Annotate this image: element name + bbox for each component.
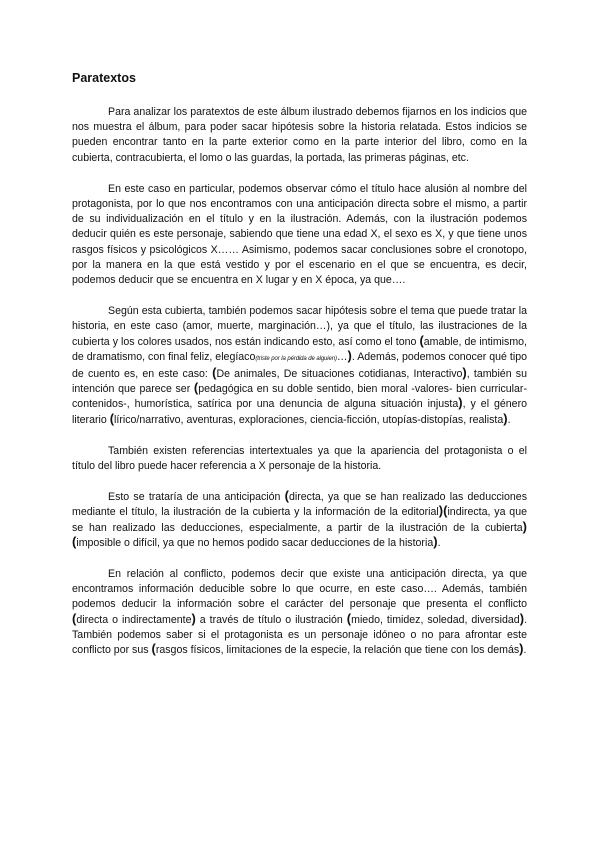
p5-text-e: . xyxy=(437,536,441,549)
paragraph-3 xyxy=(72,304,527,428)
paren-open: ( xyxy=(109,410,115,426)
paren-close: ) xyxy=(519,641,524,657)
p3-text-e: De animales, De situaciones cotidianas, Interactivo xyxy=(216,368,463,381)
paren-open: ( xyxy=(72,533,77,549)
p3-text-c: … xyxy=(336,350,348,363)
paren-open: ( xyxy=(443,503,448,519)
paragraph-1: Para analizar los paratextos de este álbum ilustrado debemos fijarnos en los indicios que nos muestra el álbum, para poder sacar hipótesis sobre la historia relatada. Estos indicios se pueden encontrar tanto en la parte exterior como en la parte interior del libro, como en la cubierta, contracubierta, el lomo o las guardas, la portada, las primeras páginas, etc. xyxy=(72,106,527,164)
p3-text-h: , y el género literario xyxy=(72,398,527,426)
p6-text-f: rasgos físicos, limitaciones de la especie, la relación que tiene con los demás xyxy=(155,644,520,657)
p3-text-a: Según esta cubierta, también podemos sacar hipótesis sobre el tema que puede tratar la historia, en este caso (amor, muerte, marginación…), ya que el título, las ilustraciones de la cubierta y los colores usados, nos están indicando esto, así como el tono xyxy=(72,305,527,348)
p6-text-g: . xyxy=(523,644,527,657)
p3-text-d: . Además, podemos conocer qué tipo de cuento es, en este caso: xyxy=(72,350,527,381)
p5-text-a: Esto se trataría de una anticipación xyxy=(108,491,285,504)
p3-text-j: . xyxy=(507,413,511,426)
p5-text-b: directa, ya que se han realizado las deducciones mediante el título, la ilustración de la cubierta y la información de la editorial xyxy=(72,491,527,519)
p3-text-b: amable, de intimismo, de dramatismo, con final feliz, elegíaco xyxy=(72,335,527,363)
p6-text-e: . También podemos saber si el protagonista es un personaje idóneo o no para afrontar este conflicto por sus xyxy=(72,613,528,657)
paren-close: ) xyxy=(438,503,444,519)
p3-text-i: lírico/narrativo, aventuras, exploraciones, ciencia-ficción, utopías-distopías, realista xyxy=(114,413,504,426)
p3-text-f: , también su intención que parece ser xyxy=(72,368,527,396)
paren-close: ) xyxy=(519,610,525,626)
paragraph-4: También existen referencias intertextuales ya que la apariencia del protagonista o el título del libro puede hacer referencia a X personaje de la historia. xyxy=(72,444,527,473)
document-page xyxy=(72,70,527,674)
paragraph-5 xyxy=(72,490,527,551)
p6-text-a: En relación al conflicto, podemos decir que existe una anticipación directa, ya que encontramos información deducible sobre lo que ocurre, en este caso…. Además, también podemos deducir la información sobre el carácter del personaje que presenta el conflicto xyxy=(72,568,527,611)
paren-open: ( xyxy=(419,332,424,348)
paren-open: ( xyxy=(212,365,217,381)
p3-small-note: (triste por la pérdida de alguien) xyxy=(255,355,337,362)
paren-open: ( xyxy=(284,488,289,504)
p6-text-b: directa o indirectamente xyxy=(76,613,192,626)
paren-close: ) xyxy=(458,395,463,411)
paren-open: ( xyxy=(346,610,352,626)
p5-text-c: indirecta, ya que se han realizado las deducciones, especialmente, a partir de la ilustración de la cubierta xyxy=(72,506,527,534)
paragraph-2: En este caso en particular, podemos observar cómo el título hace alusión al nombre del protagonista, por lo que nos encontramos con una anticipación directa sobre el mismo, a partir de su individualización en el título y en la ilustración. Además, con la ilustración podemos deducir quién es este personaje, sabiendo que tiene una edad X, el sexo es X, y que tiene unos rasgos físicos y psicológicos X…… Asimismo, podemos sacar conclusiones sobre el cronotopo, por la manera en la que está vestido y por el escenario en el que se encuentra, es decir, podemos deducir que se encuentra en X lugar y en X época, ya que…. xyxy=(72,182,527,287)
paren-close: ) xyxy=(462,365,467,381)
paren-close: ) xyxy=(191,610,196,626)
p6-text-d: miedo, timidez, soledad, diversidad xyxy=(351,613,520,626)
paren-close: ) xyxy=(522,518,527,534)
paren-close: ) xyxy=(433,533,438,549)
paren-close: ) xyxy=(347,347,352,363)
p3-text-g: pedagógica en su doble sentido, bien moral -valores- bien curricular-contenidos-, humorística, satírica por una denuncia de alguna situación injusta xyxy=(72,383,527,411)
document-title: Paratextos xyxy=(72,71,136,85)
paren-open: ( xyxy=(193,380,199,396)
paragraph-6 xyxy=(72,567,527,658)
p5-text-d: imposible o difícil, ya que no hemos podido sacar deducciones de la historia xyxy=(76,536,434,549)
paren-open: ( xyxy=(72,610,77,626)
paren-open: ( xyxy=(151,641,156,657)
p6-text-c: a través de título o ilustración xyxy=(195,613,347,626)
paren-close: ) xyxy=(503,410,508,426)
